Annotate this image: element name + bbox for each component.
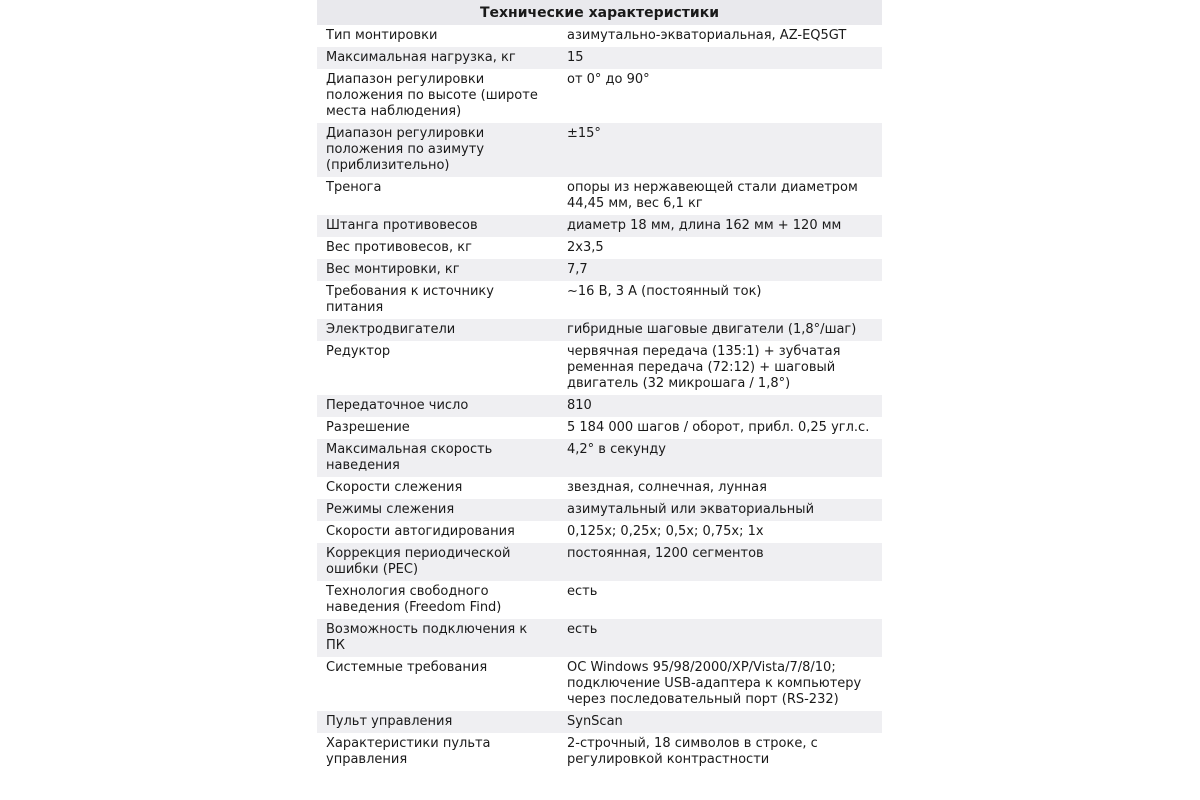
spec-value: червячная передача (135:1) + зубчатая ременная передача (72:12) + шаговый двигатель (32 микрошага / 1,8°) — [558, 341, 882, 395]
spec-table-title: Технические характеристики — [317, 0, 882, 25]
table-row — [317, 237, 882, 259]
table-row — [317, 619, 882, 657]
spec-value: опоры из нержавеющей стали диаметром 44,45 мм, вес 6,1 кг — [558, 177, 882, 215]
table-row — [317, 417, 882, 439]
spec-label: Разрешение — [317, 417, 558, 439]
spec-label: Передаточное число — [317, 395, 558, 417]
spec-value: есть — [558, 619, 882, 657]
spec-label: Диапазон регулировки положения по высоте (широте места наблюдения) — [317, 69, 558, 123]
spec-label: Режимы слежения — [317, 499, 558, 521]
table-row — [317, 439, 882, 477]
spec-label: Максимальная нагрузка, кг — [317, 47, 558, 69]
spec-value: 4,2° в секунду — [558, 439, 882, 477]
table-row — [317, 215, 882, 237]
table-row — [317, 123, 882, 177]
table-row — [317, 543, 882, 581]
table-row — [317, 259, 882, 281]
spec-value: азимутальный или экваториальный — [558, 499, 882, 521]
spec-value: азимутально-экваториальная, AZ-EQ5GT — [558, 25, 882, 47]
spec-label: Скорости слежения — [317, 477, 558, 499]
spec-label: Диапазон регулировки положения по азимуту (приблизительно) — [317, 123, 558, 177]
table-row — [317, 25, 882, 47]
table-row — [317, 657, 882, 711]
spec-label: Характеристики пульта управления — [317, 733, 558, 771]
spec-value: постоянная, 1200 сегментов — [558, 543, 882, 581]
table-row — [317, 733, 882, 771]
spec-value: есть — [558, 581, 882, 619]
spec-table — [317, 0, 882, 771]
spec-value: ±15° — [558, 123, 882, 177]
spec-value: 7,7 — [558, 259, 882, 281]
spec-table-header-row — [317, 0, 882, 25]
spec-label: Коррекция периодической ошибки (PEC) — [317, 543, 558, 581]
spec-value: ~16 В, 3 А (постоянный ток) — [558, 281, 882, 319]
table-row — [317, 711, 882, 733]
spec-label: Возможность подключения к ПК — [317, 619, 558, 657]
table-row — [317, 47, 882, 69]
table-row — [317, 341, 882, 395]
spec-value: от 0° до 90° — [558, 69, 882, 123]
spec-label: Системные требования — [317, 657, 558, 711]
spec-value: 810 — [558, 395, 882, 417]
spec-label: Пульт управления — [317, 711, 558, 733]
spec-label: Максимальная скорость наведения — [317, 439, 558, 477]
table-row — [317, 581, 882, 619]
table-row — [317, 395, 882, 417]
table-row — [317, 477, 882, 499]
table-row — [317, 69, 882, 123]
spec-value: SynScan — [558, 711, 882, 733]
table-row — [317, 499, 882, 521]
spec-label: Требования к источнику питания — [317, 281, 558, 319]
spec-value: 2-строчный, 18 символов в строке, с регулировкой контрастности — [558, 733, 882, 771]
spec-label: Технология свободного наведения (Freedom Find) — [317, 581, 558, 619]
spec-label: Тип монтировки — [317, 25, 558, 47]
spec-value: звездная, солнечная, лунная — [558, 477, 882, 499]
table-row — [317, 281, 882, 319]
table-row — [317, 319, 882, 341]
spec-value: ОС Windows 95/98/2000/XP/Vista/7/8/10; подключение USB-адаптера к компьютеру через последовательный порт (RS-232) — [558, 657, 882, 711]
spec-label: Тренога — [317, 177, 558, 215]
spec-value: гибридные шаговые двигатели (1,8°/шаг) — [558, 319, 882, 341]
table-row — [317, 521, 882, 543]
spec-value: диаметр 18 мм, длина 162 мм + 120 мм — [558, 215, 882, 237]
table-row — [317, 177, 882, 215]
spec-label: Скорости автогидирования — [317, 521, 558, 543]
spec-label: Вес противовесов, кг — [317, 237, 558, 259]
spec-label: Вес монтировки, кг — [317, 259, 558, 281]
spec-label: Штанга противовесов — [317, 215, 558, 237]
spec-value: 0,125x; 0,25x; 0,5x; 0,75x; 1x — [558, 521, 882, 543]
spec-value: 15 — [558, 47, 882, 69]
spec-table-body — [317, 25, 882, 771]
spec-label: Редуктор — [317, 341, 558, 395]
spec-value: 5 184 000 шагов / оборот, прибл. 0,25 угл.с. — [558, 417, 882, 439]
spec-value: 2x3,5 — [558, 237, 882, 259]
spec-label: Электродвигатели — [317, 319, 558, 341]
